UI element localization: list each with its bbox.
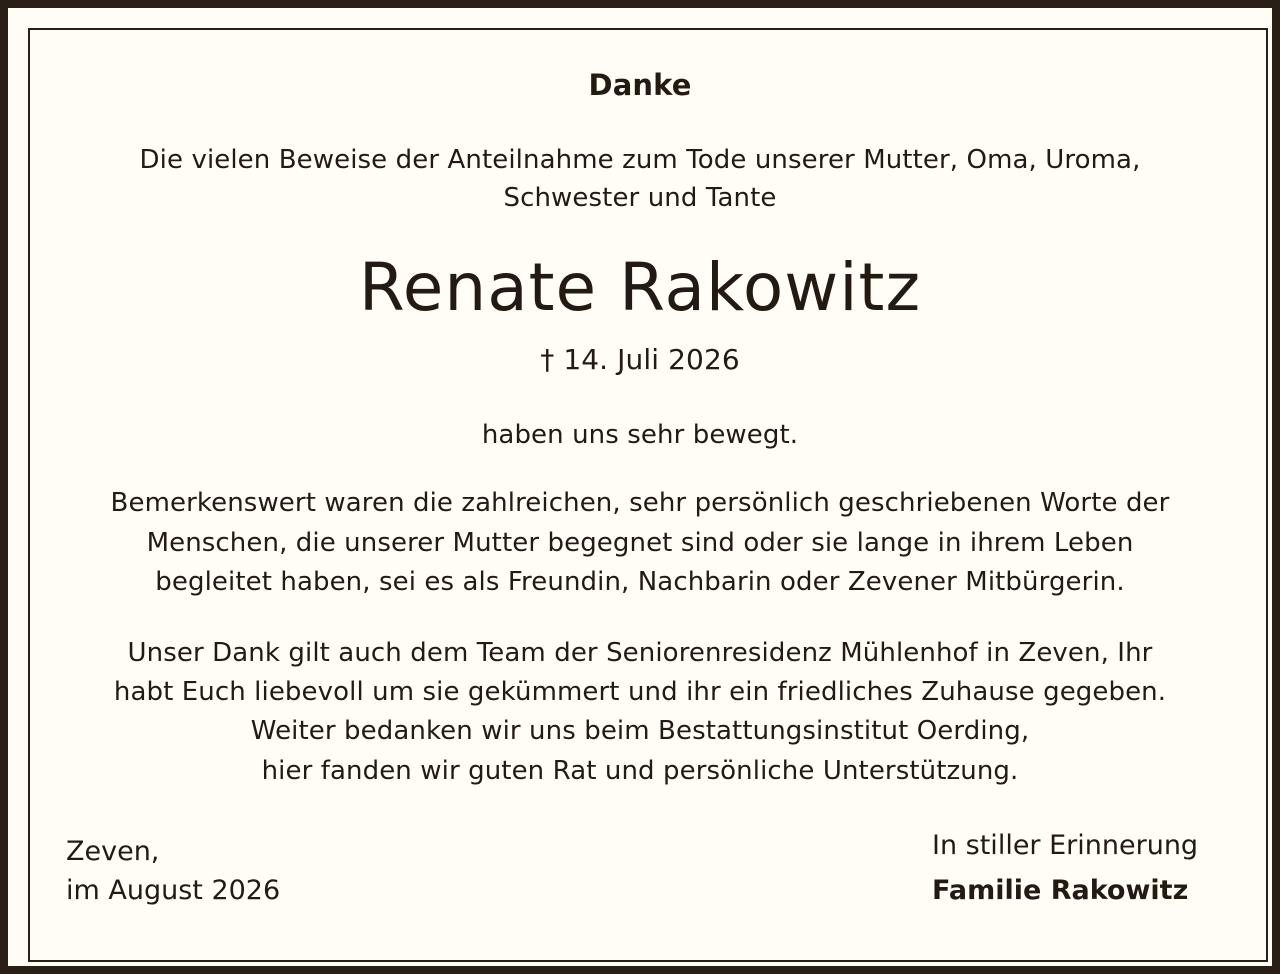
notice-month: im August 2026 xyxy=(66,875,281,906)
paragraph-1-line-2: Menschen, die unserer Mutter begegnet sind oder sie lange in ihrem Leben xyxy=(146,528,1134,558)
deceased-name: Renate Rakowitz xyxy=(358,249,922,326)
family-signature: Familie Rakowitz xyxy=(932,875,1189,906)
intro-line-2: Schwester und Tante xyxy=(503,183,777,213)
closing-phrase: In stiller Erinnerung xyxy=(932,830,1199,861)
notice-place: Zeven, xyxy=(66,836,160,867)
paragraph-1-line-3: begleitet haben, sei es als Freundin, Nachbarin oder Zevener Mitbürgerin. xyxy=(155,567,1125,597)
paragraph-2-line-3: Weiter bedanken wir uns beim Bestattungsinstitut Oerding, xyxy=(250,716,1030,746)
paragraph-1-line-1: Bemerkenswert waren die zahlreichen, sehr persönlich geschriebenen Worte der xyxy=(110,488,1170,518)
intro-line-1: Die vielen Beweise der Anteilnahme zum Tode unserer Mutter, Oma, Uroma, xyxy=(139,145,1141,175)
paragraph-2-line-2: habt Euch liebevoll um sie gekümmert und ihr ein friedliches Zuhause gegeben. xyxy=(113,677,1167,707)
death-date: † 14. Juli 2026 xyxy=(540,343,740,376)
paragraph-2-line-1: Unser Dank gilt auch dem Team der Seniorenresidenz Mühlenhof in Zeven, Ihr xyxy=(127,638,1153,668)
paragraph-2-line-4: hier fanden wir guten Rat und persönliche Unterstützung. xyxy=(261,756,1019,786)
moved-line: haben uns sehr bewegt. xyxy=(481,420,799,450)
notice-heading: Danke xyxy=(588,68,692,102)
